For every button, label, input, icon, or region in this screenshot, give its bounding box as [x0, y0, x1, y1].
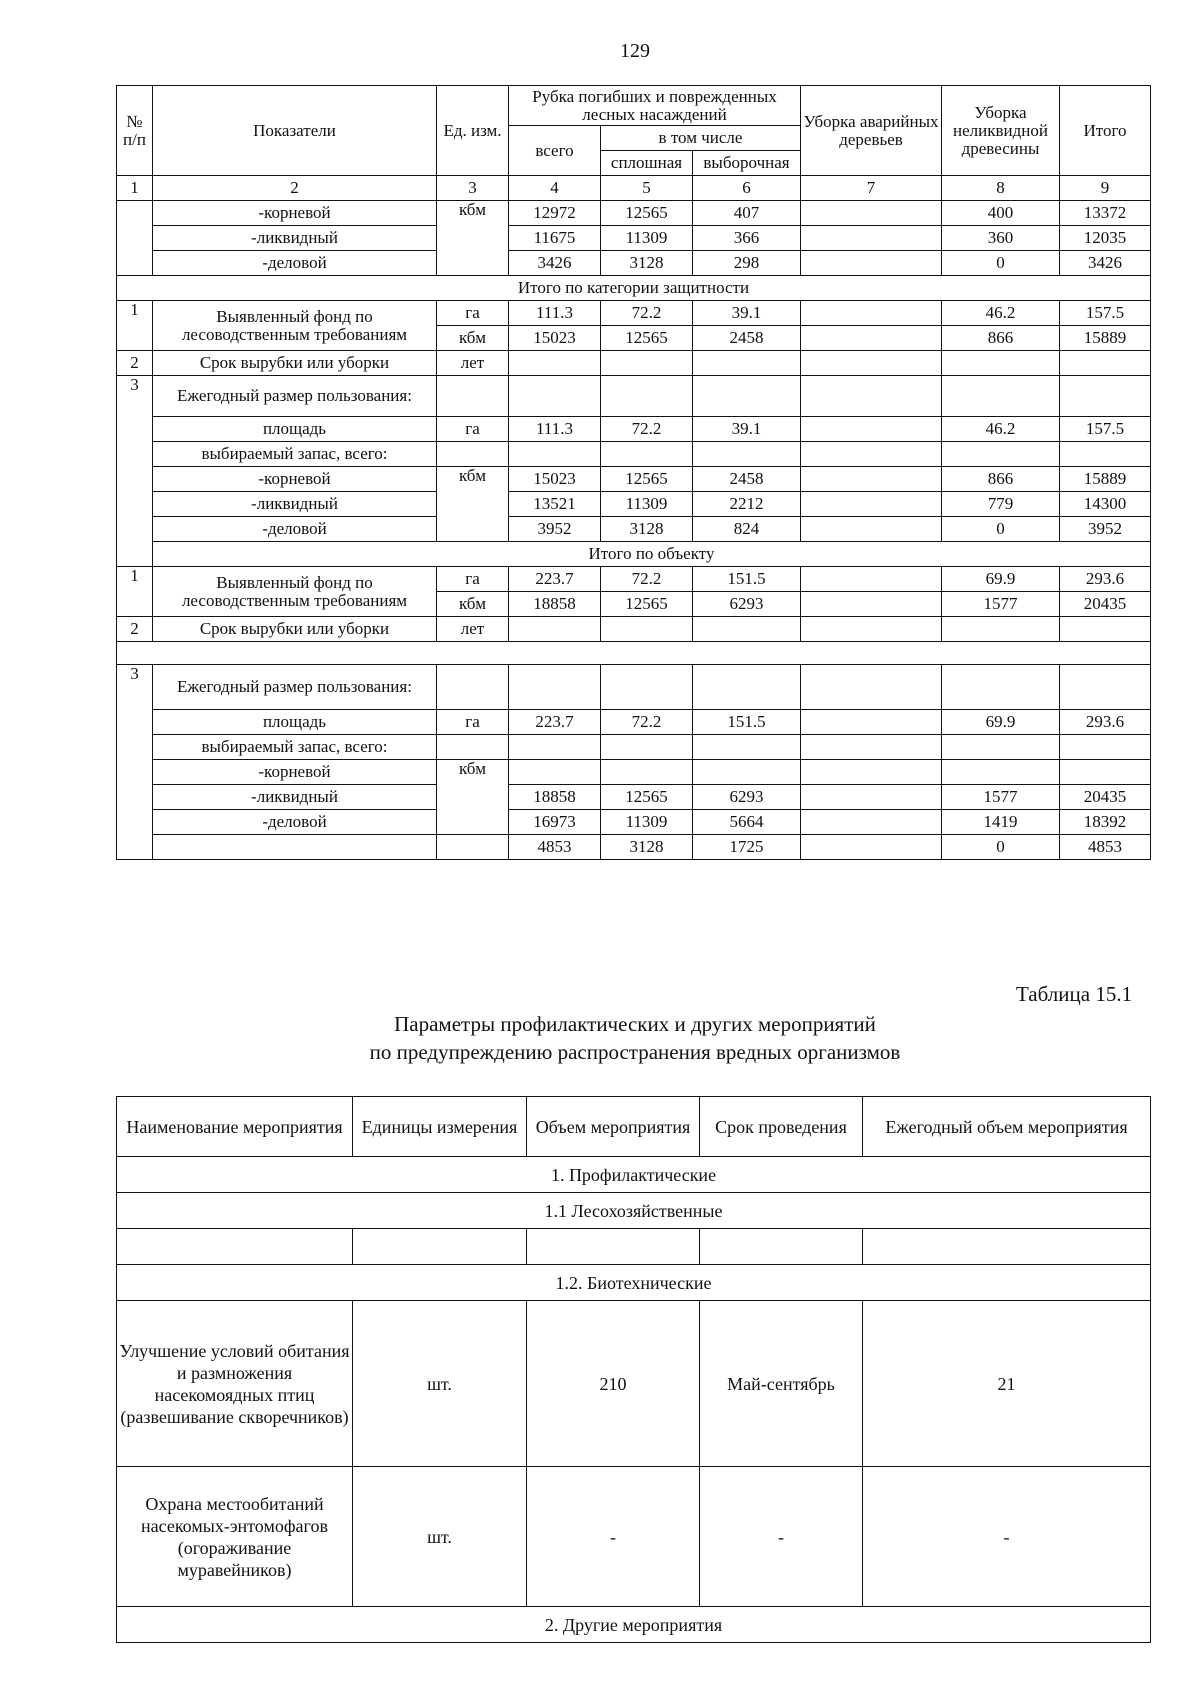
row-label: Ежегодный размер пользования:	[153, 665, 437, 710]
cell	[942, 760, 1060, 785]
cell: 360	[942, 226, 1060, 251]
cell: 2458	[693, 467, 801, 492]
header-total: Итого	[1060, 86, 1151, 176]
header-including: в том числе	[601, 126, 801, 151]
table-row	[117, 251, 1151, 276]
cell: 69.9	[942, 567, 1060, 592]
cell: 4853	[1060, 835, 1151, 860]
cell: 11309	[601, 810, 693, 835]
cell: 1725	[693, 835, 801, 860]
row-unit: кбм	[437, 760, 509, 835]
cell: 15889	[1060, 326, 1151, 351]
cell: 12035	[1060, 226, 1151, 251]
cell: 223.7	[509, 710, 601, 735]
table-row: 3 Ежегодный размер пользования:	[117, 376, 1151, 417]
cell: 293.6	[1060, 710, 1151, 735]
cell: 298	[693, 251, 801, 276]
cell	[801, 251, 942, 276]
cell: 157.5	[1060, 301, 1151, 326]
header-selective: выборочная	[693, 151, 801, 176]
section-title: 1.1 Лесохозяйственные	[117, 1193, 1151, 1229]
cell: 4853	[509, 835, 601, 860]
cell: 3128	[601, 517, 693, 542]
measure-volume: -	[527, 1467, 700, 1607]
section-title: 1.2. Биотехнические	[117, 1265, 1151, 1301]
cell: 15889	[1060, 467, 1151, 492]
cell: 779	[942, 492, 1060, 517]
cell: 151.5	[693, 710, 801, 735]
row-label: -деловой	[153, 517, 437, 542]
table-title-line: Параметры профилактических и других мероприятий	[394, 1012, 876, 1036]
header-num: № п/п	[117, 86, 153, 176]
header-term: Срок проведения	[700, 1097, 863, 1157]
table-row: 2 Срок вырубки или уборки лет	[117, 351, 1151, 376]
row-unit: га	[437, 301, 509, 326]
cell: 3128	[601, 835, 693, 860]
row-label: выбираемый запас, всего:	[153, 442, 437, 467]
cell: 46.2	[942, 417, 1060, 442]
cell	[693, 760, 801, 785]
measure-name: Охрана местообитаний насекомых-энтомофагов (огораживание муравейников)	[117, 1467, 353, 1607]
cell: 293.6	[1060, 567, 1151, 592]
cell	[509, 760, 601, 785]
row-label	[153, 835, 437, 860]
cell: 366	[693, 226, 801, 251]
cell: 0	[942, 835, 1060, 860]
cell: 72.2	[601, 710, 693, 735]
cell: 157.5	[1060, 417, 1151, 442]
row-label: -корневой	[153, 467, 437, 492]
cell: 2212	[693, 492, 801, 517]
cell: 13372	[1060, 201, 1151, 226]
cell: 18858	[509, 785, 601, 810]
table-row	[117, 835, 1151, 860]
table-row	[117, 735, 1151, 760]
row-label: -корневой	[153, 201, 437, 226]
row-label: -ликвидный	[153, 226, 437, 251]
col-number: 6	[693, 176, 801, 201]
cell	[801, 201, 942, 226]
cell: 69.9	[942, 710, 1060, 735]
row-unit: кбм	[437, 201, 509, 276]
cell: 1577	[942, 592, 1060, 617]
cell: 12972	[509, 201, 601, 226]
header-solid: сплошная	[601, 151, 693, 176]
measure-term: Май-сентябрь	[700, 1301, 863, 1467]
cell: 15023	[509, 467, 601, 492]
row-label: площадь	[153, 417, 437, 442]
col-number: 5	[601, 176, 693, 201]
col-number: 1	[117, 176, 153, 201]
header-felling: Рубка погибших и поврежденных лесных насаждений	[509, 86, 801, 126]
cell: 3426	[509, 251, 601, 276]
row-label: выбираемый запас, всего:	[153, 735, 437, 760]
table-row	[117, 201, 1151, 226]
header-illiquid: Уборка неликвидной древесины	[942, 86, 1060, 176]
table-row	[117, 417, 1151, 442]
header-unit: Единицы измерения	[353, 1097, 527, 1157]
section-title: Итого по объекту	[153, 542, 1151, 567]
cell: 12565	[601, 201, 693, 226]
cell: 12565	[601, 467, 693, 492]
cell: 3952	[509, 517, 601, 542]
cell: 11675	[509, 226, 601, 251]
row-label: -корневой	[153, 760, 437, 785]
table-label: Таблица 15.1	[1016, 982, 1133, 1006]
table-row: 1 Выявленный фонд по лесоводственным требованиям га 223.7 72.2 151.5 69.9 293.6	[117, 567, 1151, 592]
table-row	[117, 226, 1151, 251]
cell: 12565	[601, 326, 693, 351]
row-label: Выявленный фонд по лесоводственным требованиям	[153, 567, 437, 617]
cell: 3426	[1060, 251, 1151, 276]
measure-unit: шт.	[353, 1467, 527, 1607]
col-number: 7	[801, 176, 942, 201]
measures-table	[116, 1096, 1151, 1643]
measure-term: -	[700, 1467, 863, 1607]
row-label: Ежегодный размер пользования:	[153, 376, 437, 417]
cell: 6293	[693, 592, 801, 617]
cell: 11309	[601, 492, 693, 517]
cell: 18858	[509, 592, 601, 617]
measure-annual: -	[863, 1467, 1151, 1607]
cell: 866	[942, 467, 1060, 492]
table-row: 3 Ежегодный размер пользования:	[117, 665, 1151, 710]
measure-volume: 210	[527, 1301, 700, 1467]
row-unit: кбм	[437, 326, 509, 351]
table-row	[117, 710, 1151, 735]
cell: 151.5	[693, 567, 801, 592]
cell: 5664	[693, 810, 801, 835]
cell: 0	[942, 517, 1060, 542]
cell: 6293	[693, 785, 801, 810]
row-unit: га	[437, 417, 509, 442]
table-row	[117, 442, 1151, 467]
row-unit: га	[437, 567, 509, 592]
row-unit: кбм	[437, 592, 509, 617]
header-name: Наименование мероприятия	[117, 1097, 353, 1157]
row-unit: га	[437, 710, 509, 735]
row-unit: лет	[437, 351, 509, 376]
row-label: -ликвидный	[153, 492, 437, 517]
header-total-all: всего	[509, 126, 601, 176]
cell: 1577	[942, 785, 1060, 810]
col-number: 4	[509, 176, 601, 201]
section-title: 1. Профилактические	[117, 1157, 1151, 1193]
cell: 223.7	[509, 567, 601, 592]
cell: 3128	[601, 251, 693, 276]
header-emergency: Уборка аварийных деревьев	[801, 86, 942, 176]
cell	[801, 226, 942, 251]
cell: 111.3	[509, 301, 601, 326]
section-title: 2. Другие мероприятия	[117, 1607, 1151, 1643]
table-row	[117, 517, 1151, 542]
table-row	[117, 1467, 1151, 1607]
row-label: Выявленный фонд по лесоводственным требованиям	[153, 301, 437, 351]
cell: 20435	[1060, 785, 1151, 810]
cell: 866	[942, 326, 1060, 351]
table-title-line: по предупреждению распространения вредных организмов	[369, 1040, 901, 1064]
header-unit: Ед. изм.	[437, 86, 509, 176]
row-label: -ликвидный	[153, 785, 437, 810]
cell: 824	[693, 517, 801, 542]
col-number: 3	[437, 176, 509, 201]
table-row	[117, 760, 1151, 785]
page-number: 129	[620, 40, 650, 62]
cell: 72.2	[601, 567, 693, 592]
cell: 39.1	[693, 301, 801, 326]
table-row	[117, 467, 1151, 492]
row-label: Срок вырубки или уборки	[153, 617, 437, 642]
table-row	[117, 492, 1151, 517]
cell: 111.3	[509, 417, 601, 442]
measure-name: Улучшение условий обитания и размножения насекомоядных птиц (развешивание скворечников)	[117, 1301, 353, 1467]
cell: 39.1	[693, 417, 801, 442]
cell: 16973	[509, 810, 601, 835]
cell: 12565	[601, 785, 693, 810]
cell: 11309	[601, 226, 693, 251]
felling-table	[116, 85, 1151, 860]
table-row: 2 Срок вырубки или уборки лет	[117, 617, 1151, 642]
table-row	[117, 1301, 1151, 1467]
cell	[1060, 760, 1151, 785]
cell: 13521	[509, 492, 601, 517]
table-row	[117, 810, 1151, 835]
measure-annual: 21	[863, 1301, 1151, 1467]
header-volume: Объем мероприятия	[527, 1097, 700, 1157]
table-row: 1 Выявленный фонд по лесоводственным требованиям га 111.3 72.2 39.1 46.2 157.5	[117, 301, 1151, 326]
table-row	[117, 785, 1151, 810]
section-title: Итого по категории защитности	[117, 276, 1151, 301]
cell: 15023	[509, 326, 601, 351]
row-unit: кбм	[437, 467, 509, 542]
cell	[601, 760, 693, 785]
table-title	[0, 1010, 1200, 1066]
cell: 18392	[1060, 810, 1151, 835]
cell: 407	[693, 201, 801, 226]
row-label: Срок вырубки или уборки	[153, 351, 437, 376]
cell: 14300	[1060, 492, 1151, 517]
col-number: 9	[1060, 176, 1151, 201]
cell: 400	[942, 201, 1060, 226]
row-label: площадь	[153, 710, 437, 735]
cell: 12565	[601, 592, 693, 617]
cell: 0	[942, 251, 1060, 276]
header-indicators: Показатели	[153, 86, 437, 176]
cell: 3952	[1060, 517, 1151, 542]
col-number: 8	[942, 176, 1060, 201]
cell: 72.2	[601, 301, 693, 326]
cell: 2458	[693, 326, 801, 351]
row-unit: лет	[437, 617, 509, 642]
row-label: -деловой	[153, 810, 437, 835]
cell: 46.2	[942, 301, 1060, 326]
cell: 1419	[942, 810, 1060, 835]
cell: 72.2	[601, 417, 693, 442]
cell: 20435	[1060, 592, 1151, 617]
row-label: -деловой	[153, 251, 437, 276]
col-number: 2	[153, 176, 437, 201]
measure-unit: шт.	[353, 1301, 527, 1467]
header-annual: Ежегодный объем мероприятия	[863, 1097, 1151, 1157]
